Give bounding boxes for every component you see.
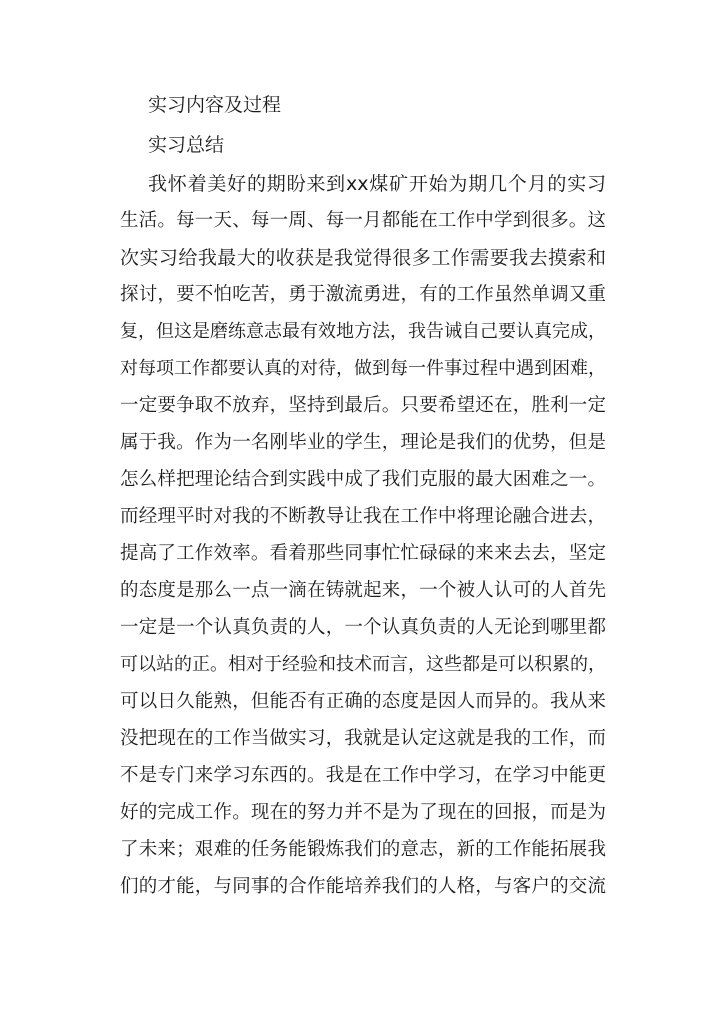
paragraph-line: 可以日久能熟，但能否有正确的态度是因人而异的。我从来 bbox=[120, 691, 606, 712]
section-heading-content-process: 实习内容及过程 bbox=[148, 94, 282, 116]
section-heading-summary: 实习总结 bbox=[148, 134, 225, 156]
paragraph-line: 探讨，要不怕吃苦，勇于激流勇进，有的工作虽然单调又重 bbox=[120, 284, 606, 305]
paragraph-line: 的态度是那么一点一滴在铸就起来，一个被人认可的人首先 bbox=[120, 580, 606, 601]
paragraph-line: 生活。每一天、每一周、每一月都能在工作中学到很多。这 bbox=[120, 210, 606, 231]
paragraph-line: 我怀着美好的期盼来到xx煤矿开始为期几个月的实习 bbox=[148, 173, 606, 195]
paragraph-line: 属于我。作为一名刚毕业的学生，理论是我们的优势，但是 bbox=[120, 432, 606, 453]
paragraph-line: 一定是一个认真负责的人，一个认真负责的人无论到哪里都 bbox=[120, 617, 606, 638]
paragraph-line: 而经理平时对我的不断教导让我在工作中将理论融合进去， bbox=[120, 506, 606, 527]
paragraph-line: 对每项工作都要认真的对待，做到每一件事过程中遇到困难， bbox=[120, 358, 606, 379]
paragraph-line: 可以站的正。相对于经验和技术而言，这些都是可以积累的， bbox=[120, 654, 606, 675]
paragraph-line: 一定要争取不放弃，坚持到最后。只要希望还在，胜利一定 bbox=[120, 395, 606, 416]
paragraph-line: 了未来；艰难的任务能锻炼我们的意志，新的工作能拓展我 bbox=[120, 839, 606, 860]
paragraph-line: 好的完成工作。现在的努力并不是为了现在的回报，而是为 bbox=[120, 802, 606, 823]
paragraph-line: 不是专门来学习东西的。我是在工作中学习，在学习中能更 bbox=[120, 765, 606, 786]
paragraph-line: 没把现在的工作当做实习，我就是认定这就是我的工作，而 bbox=[120, 728, 606, 749]
paragraph-line: 提高了工作效率。看着那些同事忙忙碌碌的来来去去，坚定 bbox=[120, 543, 606, 564]
paragraph-line: 次实习给我最大的收获是我觉得很多工作需要我去摸索和 bbox=[120, 247, 606, 269]
paragraph-line: 怎么样把理论结合到实践中成了我们克服的最大困难之一。 bbox=[120, 469, 606, 490]
paragraph-line: 复，但这是磨练意志最有效地方法，我告诫自己要认真完成， bbox=[120, 321, 606, 342]
paragraph-line: 们的才能，与同事的合作能培养我们的人格，与客户的交流 bbox=[120, 876, 606, 897]
